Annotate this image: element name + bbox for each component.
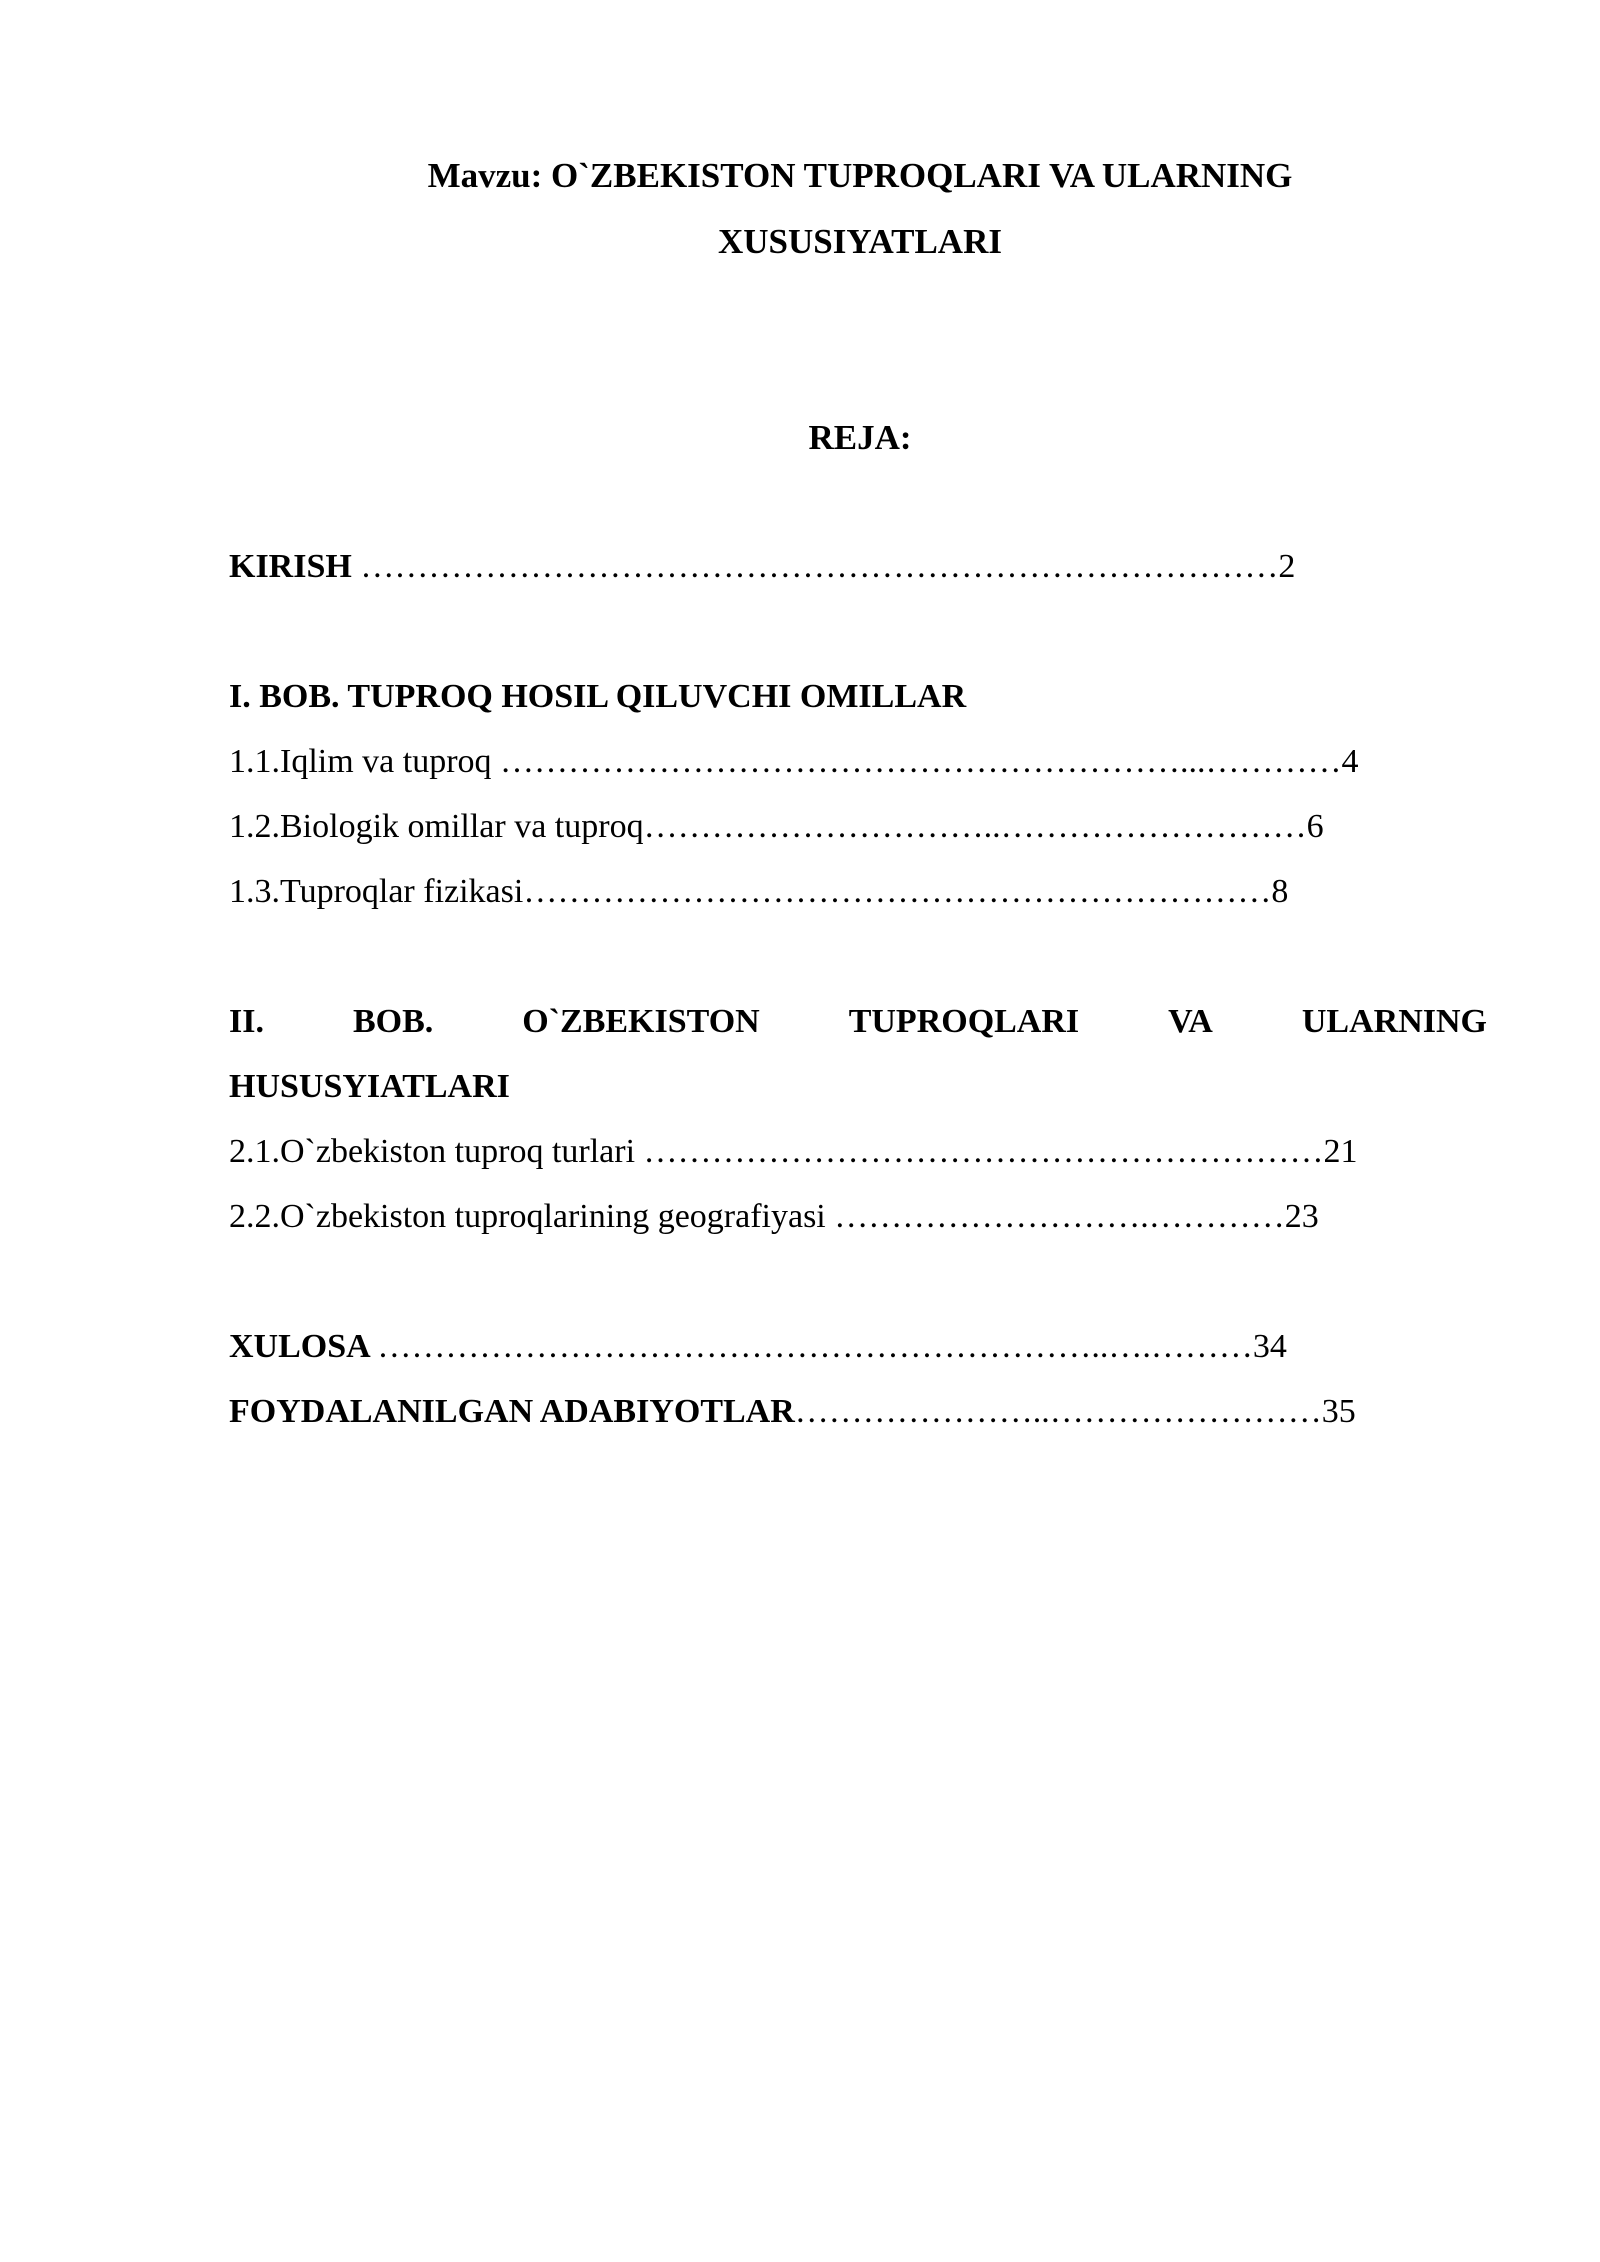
toc-entry-label: XULOSA [229,1328,378,1365]
heading-word: VA [1168,1003,1213,1040]
plan-heading: REJA: [808,418,912,457]
toc-entry-references [229,1392,1356,1432]
toc-entry-label: KIRISH [229,548,361,585]
toc-entry-label: 2.1.O`zbekiston tuproq turlari [229,1133,644,1170]
toc-leader: …………………………………………………… [643,1133,1324,1170]
toc-page-number: 23 [1284,1198,1319,1235]
toc-entry [229,807,1324,847]
heading-word: TUPROQLARI [848,1003,1080,1040]
toc-entry-label: 2.2.O`zbekiston tuproqlarining geografiyasi [229,1198,835,1235]
toc-entry [229,742,1359,782]
toc-entry [229,1132,1358,1172]
heading-word: II. [229,1003,264,1040]
toc-page-number: 21 [1323,1133,1358,1170]
toc-leader: ……………………………………………………………………… [360,548,1279,585]
toc-page-number: 35 [1321,1393,1356,1430]
toc-page-number: 2 [1278,548,1296,585]
toc-leader: …………………..…………………… [794,1393,1322,1430]
chapter-2-heading [229,1002,1487,1042]
chapter-1-heading: I. BOB. TUPROQ HOSIL QILUVCHI OMILLAR [229,678,967,715]
chapter-2-heading-line-2: HUSUSYIATLARI [229,1068,510,1105]
toc-leader: ……………………………………………………...………… [500,743,1342,780]
title-line-1: Mavzu: O`ZBEKISTON TUPROQLARI VA ULARNING [427,156,1293,195]
toc-page-number: 8 [1271,873,1289,910]
toc-entry-intro [229,547,1295,587]
toc-entry-label: 1.3.Tuproqlar fizikasi [229,873,524,910]
title-line-2: XUSUSIYATLARI [718,222,1002,261]
toc-leader: …………………………..……………………… [643,808,1307,845]
toc-entry-label: FOYDALANILGAN ADABIYOTLAR [229,1393,795,1430]
toc-page-number: 6 [1306,808,1324,845]
toc-leader: ……………………….………… [834,1198,1285,1235]
toc-entry [229,872,1288,912]
toc-entry-conclusion [229,1327,1287,1367]
toc-entry-label: 1.2.Biologik omillar va tuproq [229,808,644,845]
toc-leader: ………………………………………………………… [523,873,1272,910]
toc-page-number: 4 [1341,743,1359,780]
heading-word: BOB. [352,1003,434,1040]
toc-leader: ………………………………………………………..….……… [377,1328,1253,1365]
toc-entry [229,1197,1319,1237]
toc-page-number: 34 [1252,1328,1287,1365]
toc-entry-label: 1.1.Iqlim va tuproq [229,743,501,780]
heading-word: ULARNING [1301,1003,1487,1040]
heading-word: O`ZBEKISTON [522,1003,760,1040]
